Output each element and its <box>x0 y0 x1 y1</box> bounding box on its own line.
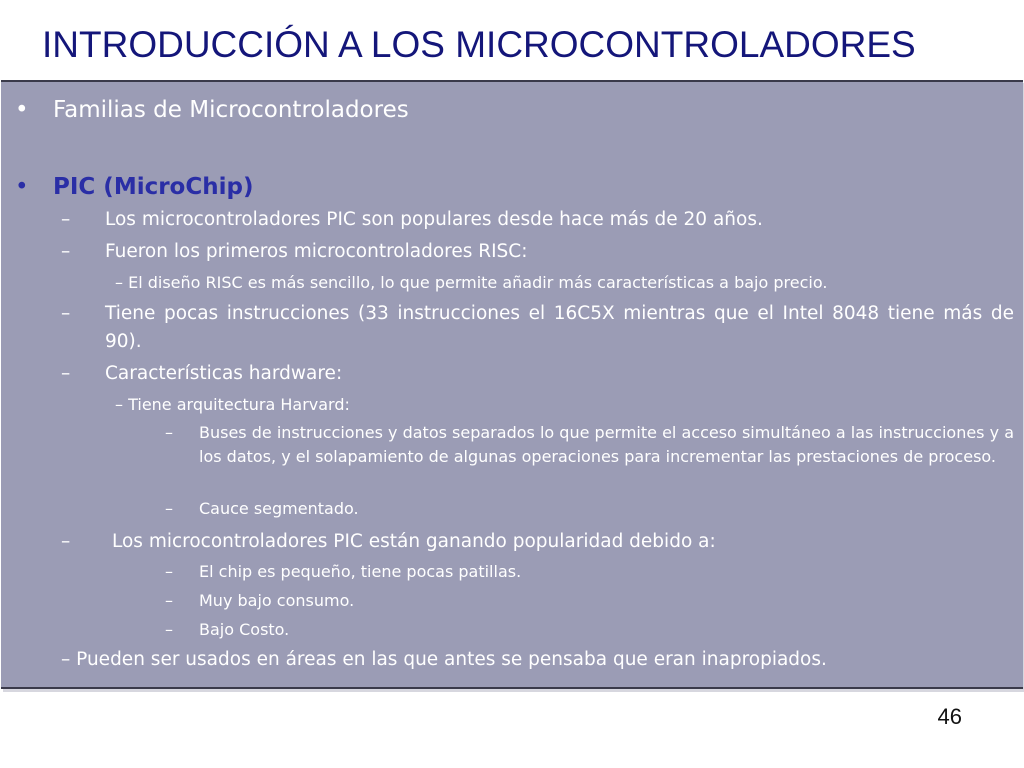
item-low-power: Muy bajo consumo. <box>199 591 355 610</box>
dash-marker: – <box>165 499 173 518</box>
dash-marker: – <box>165 562 173 581</box>
dash-marker: – <box>61 303 71 324</box>
pic-heading: PIC (MicroChip) <box>53 174 254 200</box>
item-areas: – Pueden ser usados en áreas en las que antes se pensaba que eran inapropiados. <box>61 649 827 670</box>
item-small-chip: El chip es pequeño, tiene pocas patillas. <box>199 562 522 581</box>
families-heading: Familias de Microcontroladores <box>53 97 409 123</box>
item-few-instructions: Tiene pocas instrucciones (33 instrucciones el 16C5X mientras que el Intel 8048 tiene más de 90). <box>105 303 1014 352</box>
dash-marker: – <box>61 209 71 230</box>
dash-marker: – <box>61 531 71 552</box>
dash-marker: – <box>61 363 71 384</box>
item-buses: Buses de instrucciones y datos separados lo que permite el acceso simultáneo a las instrucciones y a los datos, y el solapamiento de algunas operaciones para incrementar las prestaciones de proceso. <box>199 423 1014 466</box>
item-risc-first: Fueron los primeros microcontroladores RISC: <box>105 241 528 262</box>
item-risc-simple: – El diseño RISC es más sencillo, lo que permite añadir más características a bajo precio. <box>115 273 828 292</box>
item-harvard: – Tiene arquitectura Harvard: <box>115 395 350 414</box>
dash-marker: – <box>165 620 173 639</box>
content-panel <box>1 80 1023 689</box>
bullet-marker-blue: • <box>15 174 29 200</box>
page-number: 46 <box>937 704 962 729</box>
item-hardware: Características hardware: <box>105 363 343 384</box>
item-pipeline: Cauce segmentado. <box>199 499 359 518</box>
dash-marker: – <box>165 591 173 610</box>
item-popular: Los microcontroladores PIC son populares desde hace más de 20 años. <box>105 209 763 230</box>
dash-marker: – <box>61 241 71 262</box>
bullet-marker: • <box>15 97 29 123</box>
slide-title: INTRODUCCIÓN A LOS MICROCONTROLADORES <box>42 24 916 65</box>
item-low-cost: Bajo Costo. <box>199 620 290 639</box>
dash-marker: – <box>165 423 173 442</box>
item-gaining: Los microcontroladores PIC están ganando popularidad debido a: <box>112 531 716 552</box>
